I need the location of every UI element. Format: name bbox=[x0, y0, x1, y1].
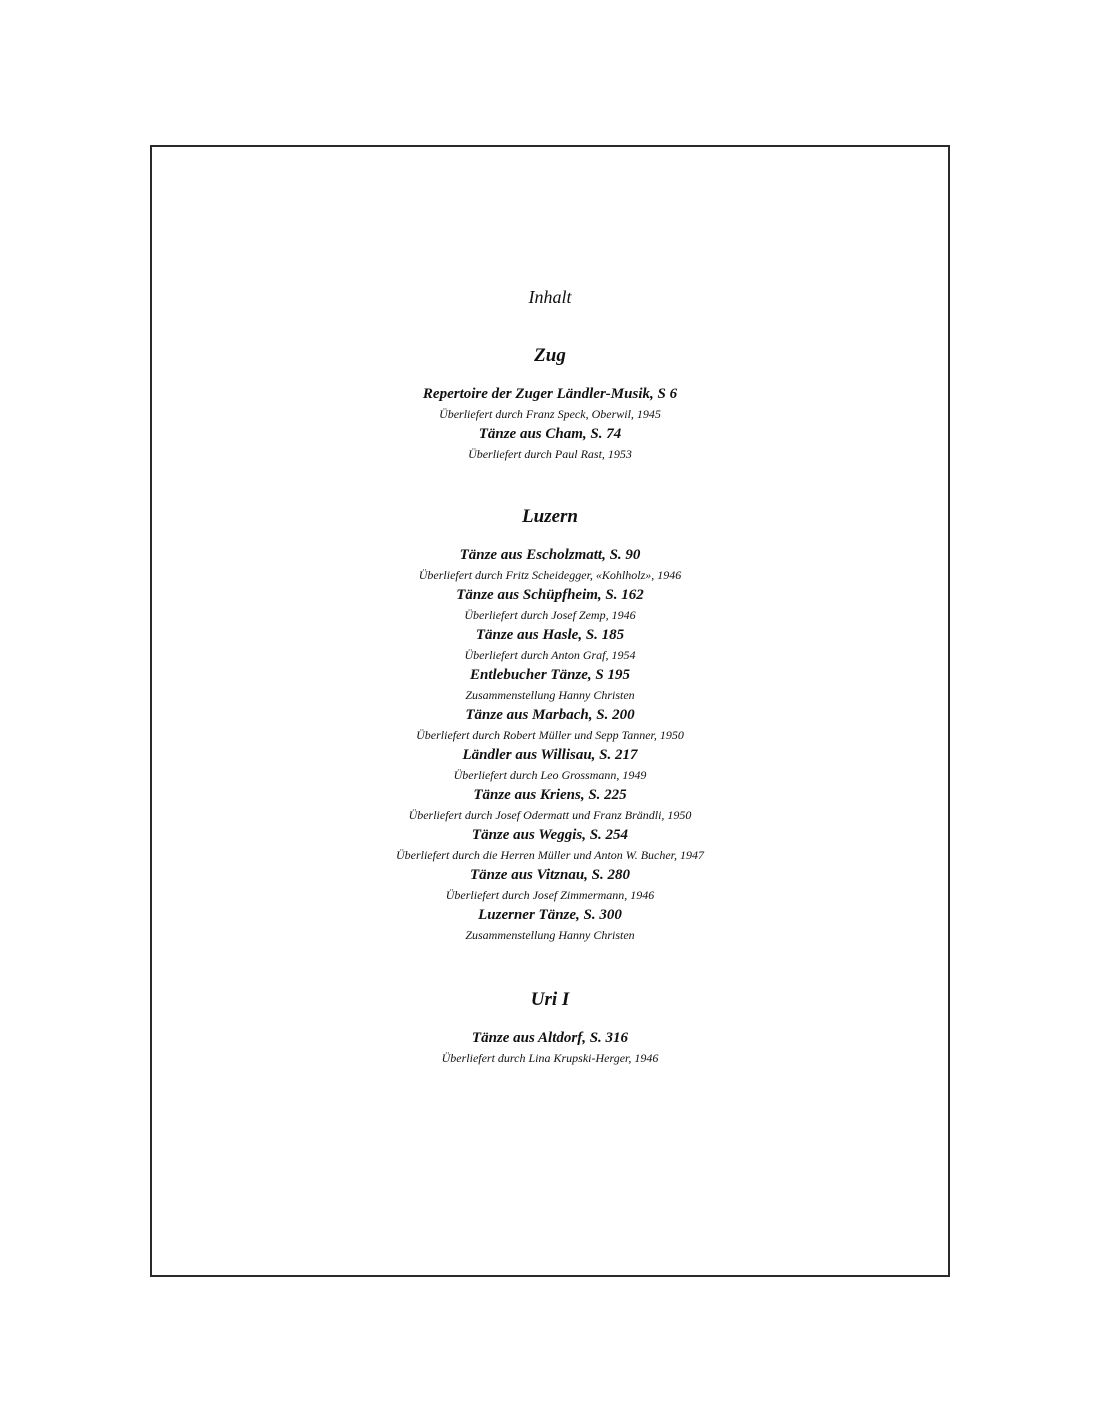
entry-title: Tänze aus Schüpfheim, S. 162 bbox=[456, 587, 644, 603]
section-zug bbox=[152, 344, 948, 464]
section-heading: Luzern bbox=[522, 506, 578, 527]
page-title: Inhalt bbox=[528, 287, 572, 307]
entry-title: Tänze aus Cham, S. 74 bbox=[478, 426, 622, 442]
entry-source: Überliefert durch Josef Odermatt und Franz Brändli, 1950 bbox=[408, 808, 692, 822]
entry-source: Überliefert durch Paul Rast, 1953 bbox=[468, 447, 632, 461]
entry-source: Überliefert durch Josef Zimmermann, 1946 bbox=[445, 888, 655, 902]
entry-source: Überliefert durch Robert Müller und Sepp Tanner, 1950 bbox=[416, 728, 684, 742]
entry-title: Tänze aus Kriens, S. 225 bbox=[473, 787, 627, 803]
section-uri bbox=[152, 988, 948, 1068]
page-border bbox=[150, 145, 950, 1277]
entry-title: Entlebucher Tänze, S 195 bbox=[469, 667, 631, 683]
entry-title: Tänze aus Weggis, S. 254 bbox=[471, 827, 629, 843]
entry-title: Tänze aus Escholzmatt, S. 90 bbox=[459, 547, 641, 563]
entry-source: Zusammenstellung Hanny Christen bbox=[465, 688, 635, 702]
entry-source: Überliefert durch Franz Speck, Oberwil, 1945 bbox=[439, 407, 661, 421]
entry-title: Tänze aus Vitznau, S. 280 bbox=[469, 867, 631, 883]
section-heading: Zug bbox=[534, 345, 566, 366]
entry-source: Überliefert durch Leo Grossmann, 1949 bbox=[453, 768, 647, 782]
entry-source: Überliefert durch Lina Krupski-Herger, 1946 bbox=[441, 1051, 659, 1065]
entry-title: Tänze aus Hasle, S. 185 bbox=[475, 627, 625, 643]
entry-title: Tänze aus Altdorf, S. 316 bbox=[471, 1030, 629, 1046]
entry-source: Überliefert durch Fritz Scheidegger, «Kohlholz», 1946 bbox=[418, 568, 682, 582]
entry-source: Überliefert durch die Herren Müller und Anton W. Bucher, 1947 bbox=[395, 848, 705, 862]
entry-source: Überliefert durch Josef Zemp, 1946 bbox=[464, 608, 636, 622]
entry-title: Ländler aus Willisau, S. 217 bbox=[462, 747, 638, 763]
entry-title: Tänze aus Marbach, S. 200 bbox=[465, 707, 635, 723]
section-heading: Uri I bbox=[530, 989, 570, 1010]
entry-source: Überliefert durch Anton Graf, 1954 bbox=[464, 648, 636, 662]
entry-title: Repertoire der Zuger Ländler-Musik, S 6 bbox=[422, 386, 678, 402]
section-luzern bbox=[152, 505, 948, 945]
entry-title: Luzerner Tänze, S. 300 bbox=[478, 907, 622, 923]
entry-source: Zusammenstellung Hanny Christen bbox=[465, 928, 635, 942]
